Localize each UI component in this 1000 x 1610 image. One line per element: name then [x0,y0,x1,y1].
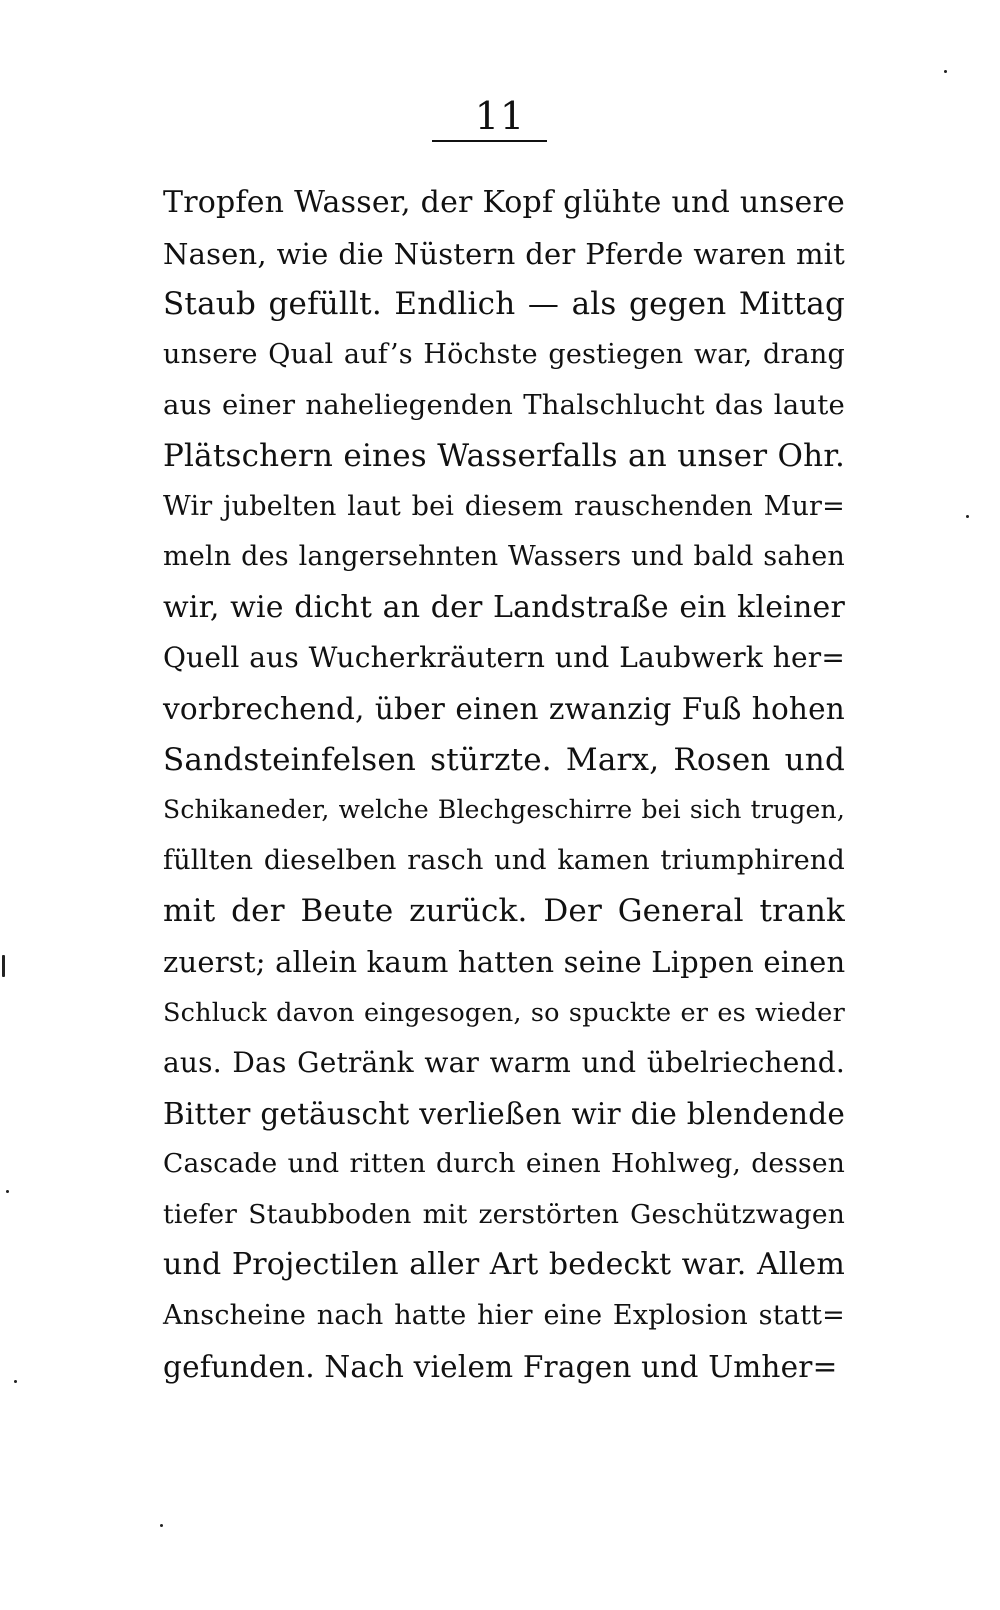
text-line: unsere Qual auf’s Höchste gestiegen war, drang [163,338,845,370]
text-line: zuerst; allein kaum hatten seine Lippen einen [163,944,846,979]
scan-speck [160,1524,163,1527]
text-line: aus einer naheliegenden Thalschlucht das laute [163,389,845,422]
scan-speck [2,955,5,977]
text-line: Anscheine nach hatte hier eine Explosion statt= [163,1300,845,1332]
text-line: aus. Das Getränk war warm und übelriechend. [163,1046,845,1080]
text-line: Tropfen Wasser, der Kopf glühte und unsere [163,185,845,220]
body-text [163,178,845,1392]
text-line: füllten dieselben rasch und kamen triumphirend [163,844,845,876]
text-line: Cascade und ritten durch einen Hohlweg, dessen [163,1148,845,1180]
text-line: gefunden. Nach vielem Fragen und Umher= [163,1349,838,1384]
text-line: Plätschern eines Wasserfalls an unser Ohr. [163,437,845,474]
scan-speck [944,70,947,73]
text-line: Nasen, wie die Nüstern der Pferde waren mit [163,236,845,271]
text-line: Sandsteinfelsen stürzte. Marx, Rosen und [163,741,845,778]
scan-speck [966,515,969,518]
text-line: Schluck davon eingesogen, so spuckte er es wieder [163,997,845,1028]
text-line: meln des langersehnten Wassers und bald sahen [163,541,845,573]
scan-speck [14,1380,17,1383]
text-line: wir, wie dicht an der Landstraße ein kleiner [163,589,845,625]
scan-speck [6,1190,9,1193]
text-line: Quell aus Wucherkräutern und Laubwerk her= [163,641,845,675]
page-number-rule [432,140,547,142]
text-line: Schikaneder, welche Blechgeschirre bei sich trugen, [163,795,845,825]
text-line: Staub gefüllt. Endlich — als gegen Mittag [163,286,845,323]
text-line: und Projectilen aller Art bedeckt war. Allem [163,1247,845,1283]
text-line: vorbrechend, über einen zwanzig Fuß hohen [163,691,845,726]
text-line: mit der Beute zurück. Der General trank [163,893,845,930]
text-line: tiefer Staubboden mit zerstörten Geschützwagen [163,1198,845,1230]
text-line: Bitter getäuscht verließen wir die blendende [163,1096,845,1131]
page-number: 11 [474,94,526,138]
text-line: Wir jubelten laut bei diesem rauschenden Mur= [163,490,845,522]
